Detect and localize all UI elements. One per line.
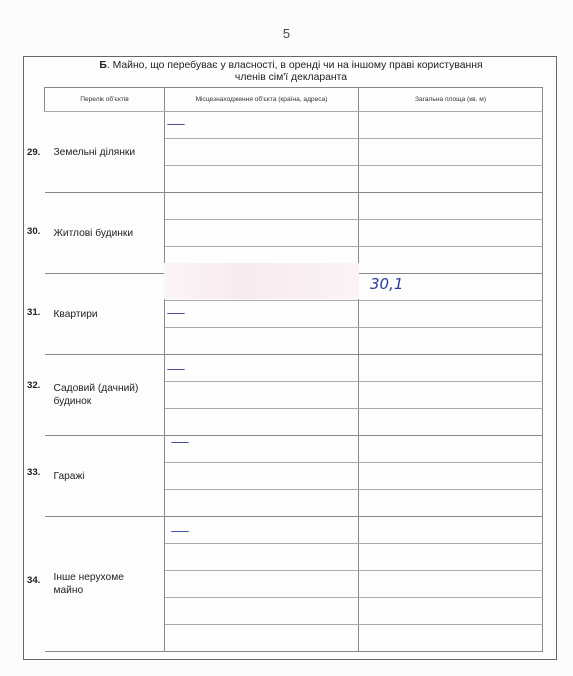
row-number-33: 33.: [27, 467, 41, 478]
location-cell[interactable]: [165, 139, 359, 166]
table-row: [45, 355, 543, 382]
area-cell[interactable]: [359, 382, 543, 409]
row-number-30: 30.: [27, 226, 41, 237]
page-number: 5: [282, 26, 291, 41]
redacted-address: [164, 263, 359, 299]
property-table: [44, 87, 543, 652]
area-cell[interactable]: [359, 328, 543, 355]
row-name-cell: [45, 274, 165, 355]
section-letter: Б: [99, 60, 107, 71]
location-cell[interactable]: [165, 490, 359, 517]
location-cell[interactable]: [165, 544, 359, 571]
row-name-other-real-estate: Інше нерухоме майно: [53, 572, 124, 596]
table-row: [45, 436, 543, 463]
area-cell[interactable]: [359, 247, 543, 274]
handwritten-dash-land: —: [166, 117, 186, 131]
row-name-country-house: Садовий (дачний) будинок: [53, 383, 139, 407]
row-number-29: 29.: [27, 147, 41, 158]
location-cell[interactable]: [165, 193, 359, 220]
header-objects: Перелік об'єктів: [45, 88, 165, 112]
section-title-text: . Майно, що перебуває у власності, в оренді чи на іншому праві користування: [106, 60, 483, 71]
row-name-land: Земельні ділянки: [53, 146, 136, 158]
row-name-cell: [45, 436, 165, 517]
area-cell[interactable]: [359, 598, 543, 625]
area-cell[interactable]: [359, 409, 543, 436]
location-cell[interactable]: [165, 220, 359, 247]
area-cell[interactable]: [359, 193, 543, 220]
area-cell[interactable]: [359, 436, 543, 463]
row-name-houses: Житлові будинки: [53, 227, 134, 239]
table-row: [45, 112, 543, 139]
row-name-apartments: Квартири: [53, 308, 98, 320]
area-cell[interactable]: [359, 571, 543, 598]
row-name-cell: [45, 193, 165, 274]
table-header-row: [45, 88, 543, 112]
area-cell[interactable]: [359, 220, 543, 247]
location-cell[interactable]: [165, 355, 359, 382]
header-location: Місцезнаходження об'єкта (країна, адреса): [165, 88, 359, 112]
location-cell[interactable]: [165, 301, 359, 328]
area-cell[interactable]: [359, 463, 543, 490]
row-number-34: 34.: [27, 575, 41, 586]
row-name-cell: [45, 517, 165, 652]
area-cell[interactable]: [359, 166, 543, 193]
row-number-31: 31.: [27, 307, 41, 318]
area-cell[interactable]: [359, 112, 543, 139]
area-cell[interactable]: [359, 517, 543, 544]
area-cell[interactable]: [359, 355, 543, 382]
location-cell[interactable]: [165, 625, 359, 652]
handwritten-area-apartment: 30,1: [370, 275, 404, 293]
handwritten-dash-country-house: —: [166, 362, 186, 376]
location-cell[interactable]: [165, 166, 359, 193]
area-cell[interactable]: [359, 301, 543, 328]
location-cell[interactable]: [165, 598, 359, 625]
location-cell[interactable]: [165, 328, 359, 355]
table-row: [45, 517, 543, 544]
section-title-line2: членів сім'ї декларанта: [234, 72, 348, 83]
handwritten-dash-other: —: [170, 524, 190, 538]
location-cell[interactable]: [165, 463, 359, 490]
location-cell[interactable]: [165, 517, 359, 544]
area-cell[interactable]: [359, 490, 543, 517]
row-name-garages: Гаражі: [53, 470, 85, 482]
location-cell[interactable]: [165, 571, 359, 598]
declaration-section-frame: [23, 56, 557, 660]
location-cell[interactable]: [165, 436, 359, 463]
location-cell[interactable]: [165, 409, 359, 436]
section-title: [24, 60, 558, 84]
location-cell[interactable]: [165, 382, 359, 409]
row-name-cell: [45, 112, 165, 193]
table-row: [45, 193, 543, 220]
area-cell[interactable]: [359, 139, 543, 166]
location-cell[interactable]: [165, 112, 359, 139]
row-name-cell: [45, 355, 165, 436]
handwritten-dash-garage: —: [170, 435, 190, 449]
area-cell[interactable]: [359, 625, 543, 652]
handwritten-dash-apartment: —: [166, 306, 186, 320]
row-number-32: 32.: [27, 380, 41, 391]
area-cell[interactable]: [359, 544, 543, 571]
header-area: Загальна площа (кв. м): [359, 88, 543, 112]
